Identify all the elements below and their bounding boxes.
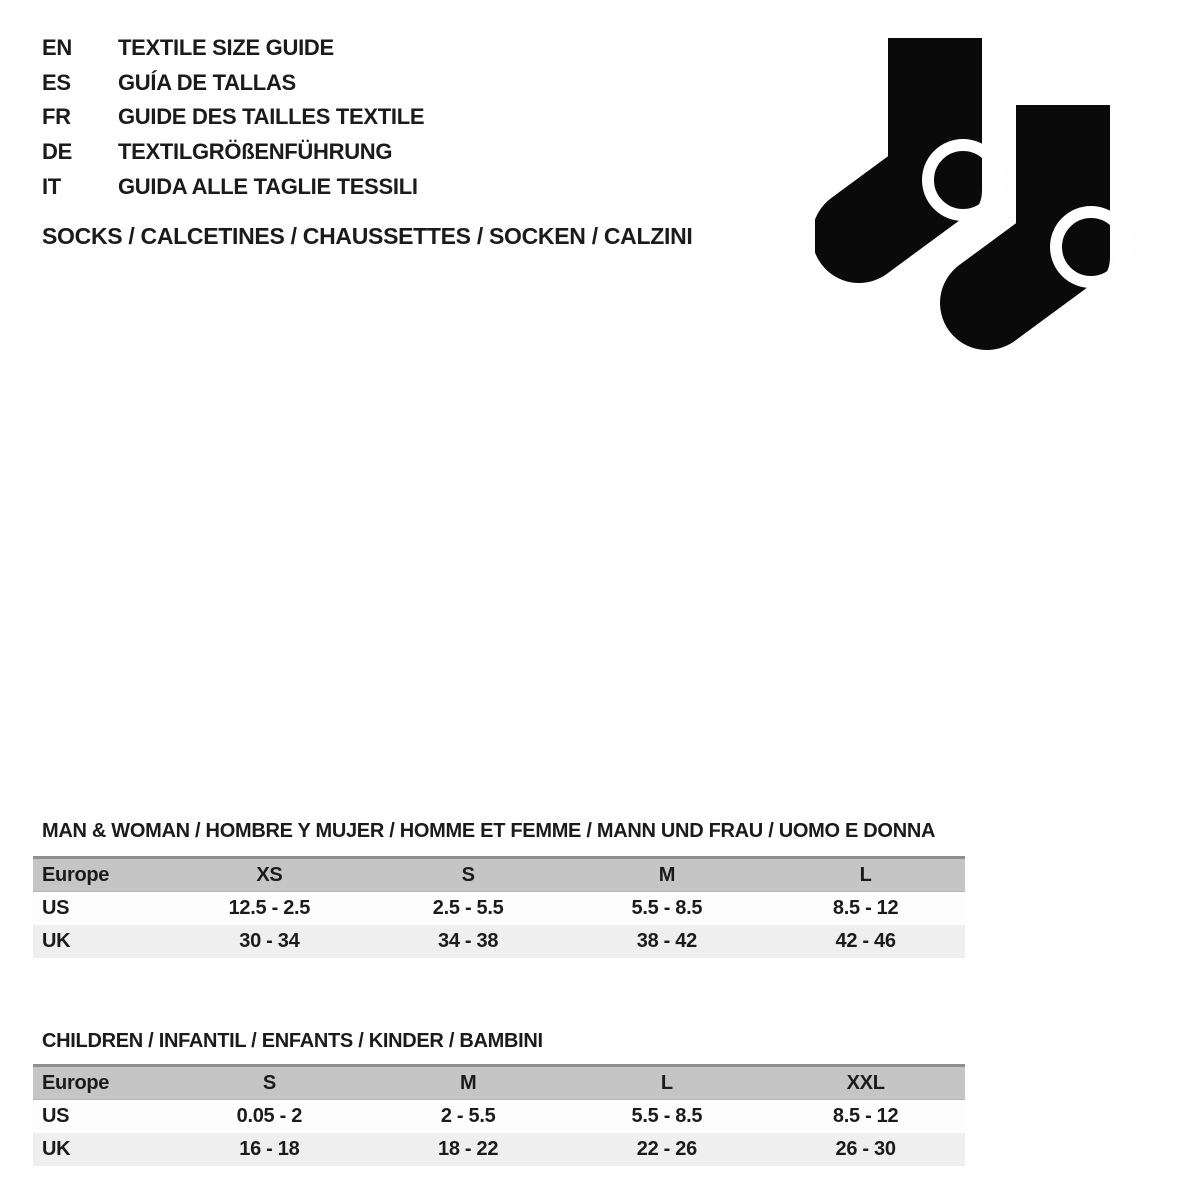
column-header-xxl: XXL xyxy=(846,1071,885,1094)
region-label: UK xyxy=(42,929,71,952)
column-header-l: L xyxy=(859,863,872,886)
size-value: 22 - 26 xyxy=(636,1137,697,1160)
region-label: UK xyxy=(42,1137,71,1160)
table-header-row xyxy=(33,858,965,892)
size-value: 2 - 5.5 xyxy=(440,1104,496,1127)
language-row-en xyxy=(42,31,424,66)
children-section xyxy=(33,1030,965,1166)
sock-right-icon xyxy=(987,105,1126,303)
size-value: 34 - 38 xyxy=(438,929,499,952)
size-value: 16 - 18 xyxy=(239,1137,300,1160)
table-row-us xyxy=(33,1100,965,1133)
language-row-es xyxy=(42,66,424,101)
language-title-list xyxy=(42,31,424,204)
size-value: 8.5 - 12 xyxy=(832,1104,899,1127)
size-value: 42 - 46 xyxy=(835,929,896,952)
column-header-l: L xyxy=(660,1071,673,1094)
language-row-de xyxy=(42,135,424,170)
language-row-fr xyxy=(42,100,424,135)
region-label: US xyxy=(42,896,70,919)
size-value: 30 - 34 xyxy=(239,929,300,952)
man-woman-size-table xyxy=(33,856,965,958)
size-value: 26 - 30 xyxy=(835,1137,896,1160)
column-header-s: S xyxy=(461,863,475,886)
language-label: TEXTILGRÖßENFÜHRUNG xyxy=(118,139,393,165)
children-size-table xyxy=(33,1064,965,1166)
language-code: EN xyxy=(42,35,72,61)
language-label: GUIDE DES TAILLES TEXTILE xyxy=(118,104,425,130)
man-woman-section xyxy=(33,820,965,958)
language-code: IT xyxy=(42,173,61,199)
category-line: SOCKS / CALCETINES / CHAUSSETTES / SOCKEN / CALZINI xyxy=(42,223,693,249)
size-value: 12.5 - 2.5 xyxy=(228,896,311,919)
region-label: US xyxy=(42,1104,70,1127)
column-header-s: S xyxy=(262,1071,276,1094)
size-value: 18 - 22 xyxy=(438,1137,499,1160)
language-code: DE xyxy=(42,139,72,165)
table-row-uk xyxy=(33,925,965,958)
size-value: 5.5 - 8.5 xyxy=(631,1104,703,1127)
size-value: 5.5 - 8.5 xyxy=(631,896,703,919)
children-title: CHILDREN / INFANTIL / ENFANTS / KINDER / BAMBINI xyxy=(42,1030,543,1052)
column-header-m: M xyxy=(658,863,676,886)
column-header-m: M xyxy=(459,1071,477,1094)
size-value: 8.5 - 12 xyxy=(832,896,899,919)
table-row-us xyxy=(33,892,965,925)
language-row-it xyxy=(42,169,424,204)
sock-left-icon xyxy=(859,38,998,236)
language-label: GUIDA ALLE TAGLIE TESSILI xyxy=(118,173,418,199)
size-value: 2.5 - 5.5 xyxy=(432,896,504,919)
man-woman-title: MAN & WOMAN / HOMBRE Y MUJER / HOMME ET FEMME / MANN UND FRAU / UOMO E DONNA xyxy=(42,820,936,842)
size-value: 38 - 42 xyxy=(636,929,697,952)
column-header-xs: XS xyxy=(256,863,283,886)
table-header-row xyxy=(33,1066,965,1100)
language-code: ES xyxy=(42,69,71,95)
table-row-uk xyxy=(33,1133,965,1166)
language-label: GUÍA DE TALLAS xyxy=(118,69,296,95)
size-value: 0.05 - 2 xyxy=(236,1104,303,1127)
socks-icon xyxy=(815,30,1135,352)
language-code: FR xyxy=(42,104,71,130)
column-header-europe: Europe xyxy=(42,863,110,886)
column-header-europe: Europe xyxy=(42,1071,110,1094)
language-label: TEXTILE SIZE GUIDE xyxy=(118,35,334,61)
